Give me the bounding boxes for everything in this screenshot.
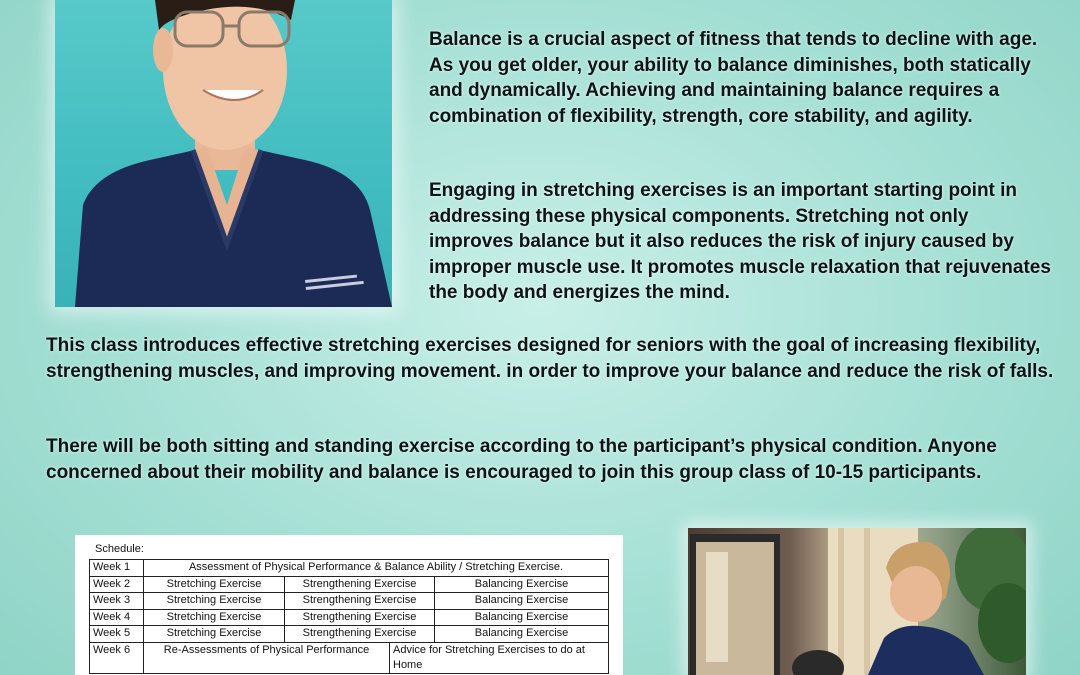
activity-cell: Strengthening Exercise <box>285 576 435 593</box>
table-row <box>90 560 609 577</box>
activity-cell: Assessment of Physical Performance & Balance Ability / Stretching Exercise. <box>144 560 609 577</box>
activity-cell: Balancing Exercise <box>435 609 609 626</box>
week-cell: Week 6 <box>90 642 144 673</box>
stretching-paragraph: Engaging in stretching exercises is an important starting point in addressing these physical components. Stretching not only improves balance but it also reduces the risk of injury caused by improper muscle use. It promotes muscle relaxation that rejuvenates the body and energizes the mind. <box>429 180 1051 303</box>
table-row <box>90 576 609 593</box>
portrait-illustration <box>55 0 392 307</box>
activity-cell: Stretching Exercise <box>144 593 285 610</box>
schedule-table <box>89 559 609 674</box>
instructor-portrait-photo <box>55 0 392 307</box>
table-row <box>90 642 609 673</box>
activity-cell: Stretching Exercise <box>144 626 285 643</box>
week-cell: Week 4 <box>90 609 144 626</box>
activity-cell: Balancing Exercise <box>435 576 609 593</box>
week-cell: Week 2 <box>90 576 144 593</box>
activity-cell: Strengthening Exercise <box>285 626 435 643</box>
week-cell: Week 1 <box>90 560 144 577</box>
activity-cell: Strengthening Exercise <box>285 593 435 610</box>
week-cell: Week 3 <box>90 593 144 610</box>
participants-paragraph: There will be both sitting and standing exercise according to the participant’s physical condition. Anyone concerned about their mobility and balance is encouraged to join this group class of 10-15 participants. <box>46 436 997 483</box>
activity-cell: Balancing Exercise <box>435 626 609 643</box>
table-row <box>90 609 609 626</box>
schedule-panel <box>75 535 623 675</box>
table-row <box>90 626 609 643</box>
activity-cell: Re-Assessments of Physical Performance <box>144 642 390 673</box>
activity-cell: Advice for Stretching Exercises to do at Home <box>390 642 609 673</box>
activity-cell: Stretching Exercise <box>144 576 285 593</box>
class-session-photo <box>688 528 1026 675</box>
intro-paragraph: Balance is a crucial aspect of fitness that tends to decline with age. As you get older, your ability to balance diminishes, both statically and dynamically. Achieving and maintaining balance requires a combination of flexibility, strength, core stability, and agility. <box>429 29 1038 127</box>
activity-cell: Strengthening Exercise <box>285 609 435 626</box>
activity-cell: Stretching Exercise <box>144 609 285 626</box>
table-row <box>90 593 609 610</box>
schedule-title: Schedule: <box>95 543 144 555</box>
week-cell: Week 5 <box>90 626 144 643</box>
class-description-paragraph: This class introduces effective stretching exercises designed for seniors with the goal of increasing flexibility, strengthening muscles, and improving movement. in order to improve your balance and reduce the risk of falls. <box>46 335 1054 382</box>
class-illustration <box>688 528 1026 675</box>
activity-cell: Balancing Exercise <box>435 593 609 610</box>
